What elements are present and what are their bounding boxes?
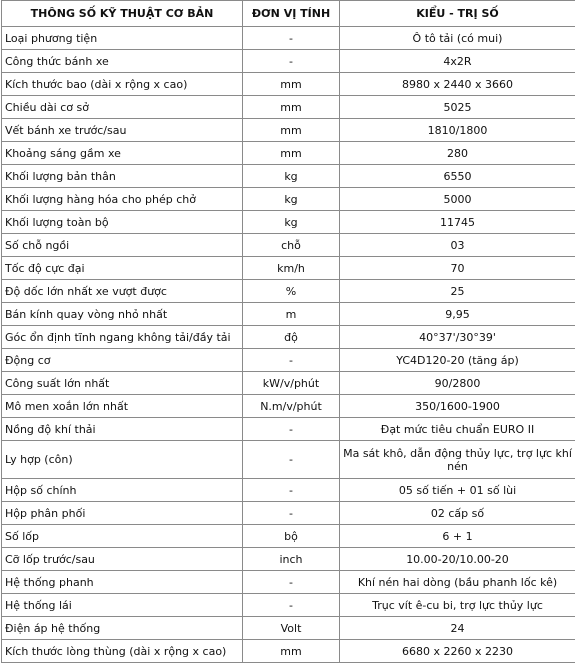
spec-unit-cell: kW/v/phút [243,372,340,395]
spec-value-cell: 10.00-20/10.00-20 [340,548,575,571]
spec-value-cell: 350/1600-1900 [340,395,575,418]
spec-unit-cell: mm [243,96,340,119]
spec-value-cell: 40°37'/30°39' [340,326,575,349]
spec-name-cell: Điện áp hệ thống [2,617,243,640]
spec-value-cell: Trục vít ê-cu bi, trợ lực thủy lực [340,594,575,617]
table-row [2,119,575,142]
spec-value-cell: 5000 [340,188,575,211]
header-unit: ĐƠN VỊ TÍNH [243,1,340,27]
spec-name-cell: Công thức bánh xe [2,50,243,73]
header-row [2,1,575,27]
spec-name-cell: Vết bánh xe trước/sau [2,119,243,142]
table-row [2,349,575,372]
spec-unit-cell: - [243,418,340,441]
spec-value-cell: 280 [340,142,575,165]
spec-value-cell: 11745 [340,211,575,234]
table-row [2,548,575,571]
spec-unit-cell: độ [243,326,340,349]
spec-name-cell: Ly hợp (côn) [2,441,243,479]
spec-name-cell: Hệ thống phanh [2,571,243,594]
spec-value-cell: 05 số tiến + 01 số lùi [340,479,575,502]
table-row [2,571,575,594]
spec-unit-cell: - [243,479,340,502]
table-row [2,372,575,395]
spec-value-cell: 5025 [340,96,575,119]
spec-value-cell: 03 [340,234,575,257]
spec-unit-cell: - [243,594,340,617]
spec-value-cell: YC4D120-20 (tăng áp) [340,349,575,372]
spec-unit-cell: inch [243,548,340,571]
spec-name-cell: Mô men xoắn lớn nhất [2,395,243,418]
spec-name-cell: Góc ổn định tĩnh ngang không tải/đầy tải [2,326,243,349]
spec-name-cell: Số lốp [2,525,243,548]
spec-unit-cell: N.m/v/phút [243,395,340,418]
spec-value-cell: Khí nén hai dòng (bầu phanh lốc kê) [340,571,575,594]
spec-value-cell: 70 [340,257,575,280]
spec-unit-cell: Volt [243,617,340,640]
spec-value-cell: 8980 x 2440 x 3660 [340,73,575,96]
spec-unit-cell: - [243,50,340,73]
spec-value-cell: Ma sát khô, dẫn động thủy lực, trợ lực khí nén [340,441,575,479]
spec-name-cell: Nồng độ khí thải [2,418,243,441]
spec-unit-cell: mm [243,640,340,663]
spec-name-cell: Hộp số chính [2,479,243,502]
table-row [2,479,575,502]
header-spec: THÔNG SỐ KỸ THUẬT CƠ BẢN [2,1,243,27]
spec-value-cell: 90/2800 [340,372,575,395]
spec-table [1,0,575,663]
spec-value-cell: 6550 [340,165,575,188]
table-row [2,594,575,617]
table-row [2,525,575,548]
table-row [2,50,575,73]
spec-unit-cell: m [243,303,340,326]
spec-unit-cell: km/h [243,257,340,280]
table-row [2,257,575,280]
table-row [2,326,575,349]
spec-unit-cell: kg [243,165,340,188]
spec-name-cell: Số chỗ ngồi [2,234,243,257]
spec-unit-cell: - [243,441,340,479]
spec-value-cell: 25 [340,280,575,303]
table-row [2,27,575,50]
spec-value-cell: 24 [340,617,575,640]
spec-value-cell: Ô tô tải (có mui) [340,27,575,50]
table-row [2,502,575,525]
spec-name-cell: Khối lượng hàng hóa cho phép chở [2,188,243,211]
table-row [2,395,575,418]
spec-unit-cell: mm [243,119,340,142]
table-row [2,142,575,165]
table-row [2,211,575,234]
table-row [2,188,575,211]
spec-value-cell: 1810/1800 [340,119,575,142]
spec-unit-cell: - [243,27,340,50]
spec-value-cell: 6680 x 2260 x 2230 [340,640,575,663]
spec-value-cell: 4x2R [340,50,575,73]
table-row [2,617,575,640]
spec-value-cell: Đạt mức tiêu chuẩn EURO II [340,418,575,441]
spec-name-cell: Hộp phân phối [2,502,243,525]
spec-name-cell: Cỡ lốp trước/sau [2,548,243,571]
spec-unit-cell: bộ [243,525,340,548]
spec-name-cell: Loại phương tiện [2,27,243,50]
spec-name-cell: Độ dốc lớn nhất xe vượt được [2,280,243,303]
table-row [2,96,575,119]
spec-unit-cell: % [243,280,340,303]
spec-name-cell: Bán kính quay vòng nhỏ nhất [2,303,243,326]
spec-name-cell: Khoảng sáng gầm xe [2,142,243,165]
table-row [2,441,575,479]
spec-unit-cell: chỗ [243,234,340,257]
table-row [2,73,575,96]
spec-body [2,27,575,663]
table-row [2,640,575,663]
spec-unit-cell: kg [243,211,340,234]
spec-unit-cell: - [243,349,340,372]
spec-unit-cell: - [243,571,340,594]
table-row [2,418,575,441]
spec-name-cell: Động cơ [2,349,243,372]
spec-value-cell: 6 + 1 [340,525,575,548]
spec-unit-cell: mm [243,73,340,96]
spec-name-cell: Chiều dài cơ sở [2,96,243,119]
header-value: KIỂU - TRỊ SỐ [340,1,575,27]
spec-value-cell: 9,95 [340,303,575,326]
table-row [2,303,575,326]
spec-name-cell: Kích thước lòng thùng (dài x rộng x cao) [2,640,243,663]
spec-name-cell: Tốc độ cực đại [2,257,243,280]
spec-name-cell: Hệ thống lái [2,594,243,617]
table-row [2,165,575,188]
spec-name-cell: Công suất lớn nhất [2,372,243,395]
spec-name-cell: Khối lượng toàn bộ [2,211,243,234]
spec-name-cell: Khối lượng bản thân [2,165,243,188]
spec-unit-cell: kg [243,188,340,211]
spec-unit-cell: - [243,502,340,525]
table-row [2,280,575,303]
spec-value-cell: 02 cấp số [340,502,575,525]
spec-name-cell: Kích thước bao (dài x rộng x cao) [2,73,243,96]
table-row [2,234,575,257]
spec-unit-cell: mm [243,142,340,165]
